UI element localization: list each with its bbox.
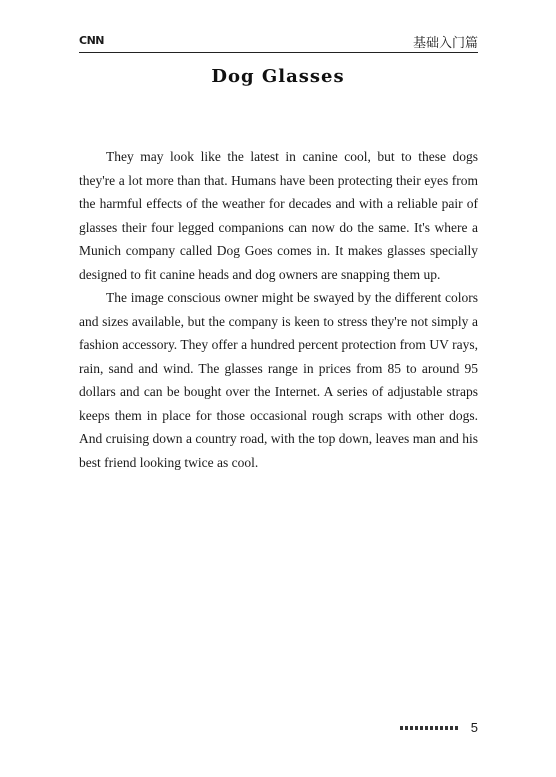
paragraph: The image conscious owner might be swayed by the different colors and sizes available, but the company is keen to stress they're not simply a fashion accessory. They offer a hundred percent protection from UV rays, rain, sand and wind. The glasses range in prices from 85 to around 95 dollars and can be bought over the Internet. A series of adjustable straps keeps them in place for those occasional rough scraps with other dogs. And cruising down a country road, with the top down, leaves man and his best friend looking twice as cool. — [79, 290, 478, 470]
paragraph: They may look like the latest in canine cool, but to these dogs they're a lot more than that. Humans have been protecting their eyes from the harmful effects of the weather for decades and with a reliable pair of glasses their four legged companions can now do the same. It's where a Munich company called Dog Goes comes in. It makes glasses specially designed to fit canine heads and dog owners are snapping them up. — [79, 149, 478, 282]
page-footer — [400, 720, 478, 736]
page-header — [79, 30, 478, 53]
page-number: 5 — [470, 720, 478, 735]
article-title: Dog Glasses — [211, 66, 345, 87]
footer-ornament — [400, 726, 458, 730]
section-label: 基础入门篇 — [412, 36, 478, 51]
cnn-logo: CNN — [79, 34, 104, 47]
article-body — [79, 145, 478, 474]
